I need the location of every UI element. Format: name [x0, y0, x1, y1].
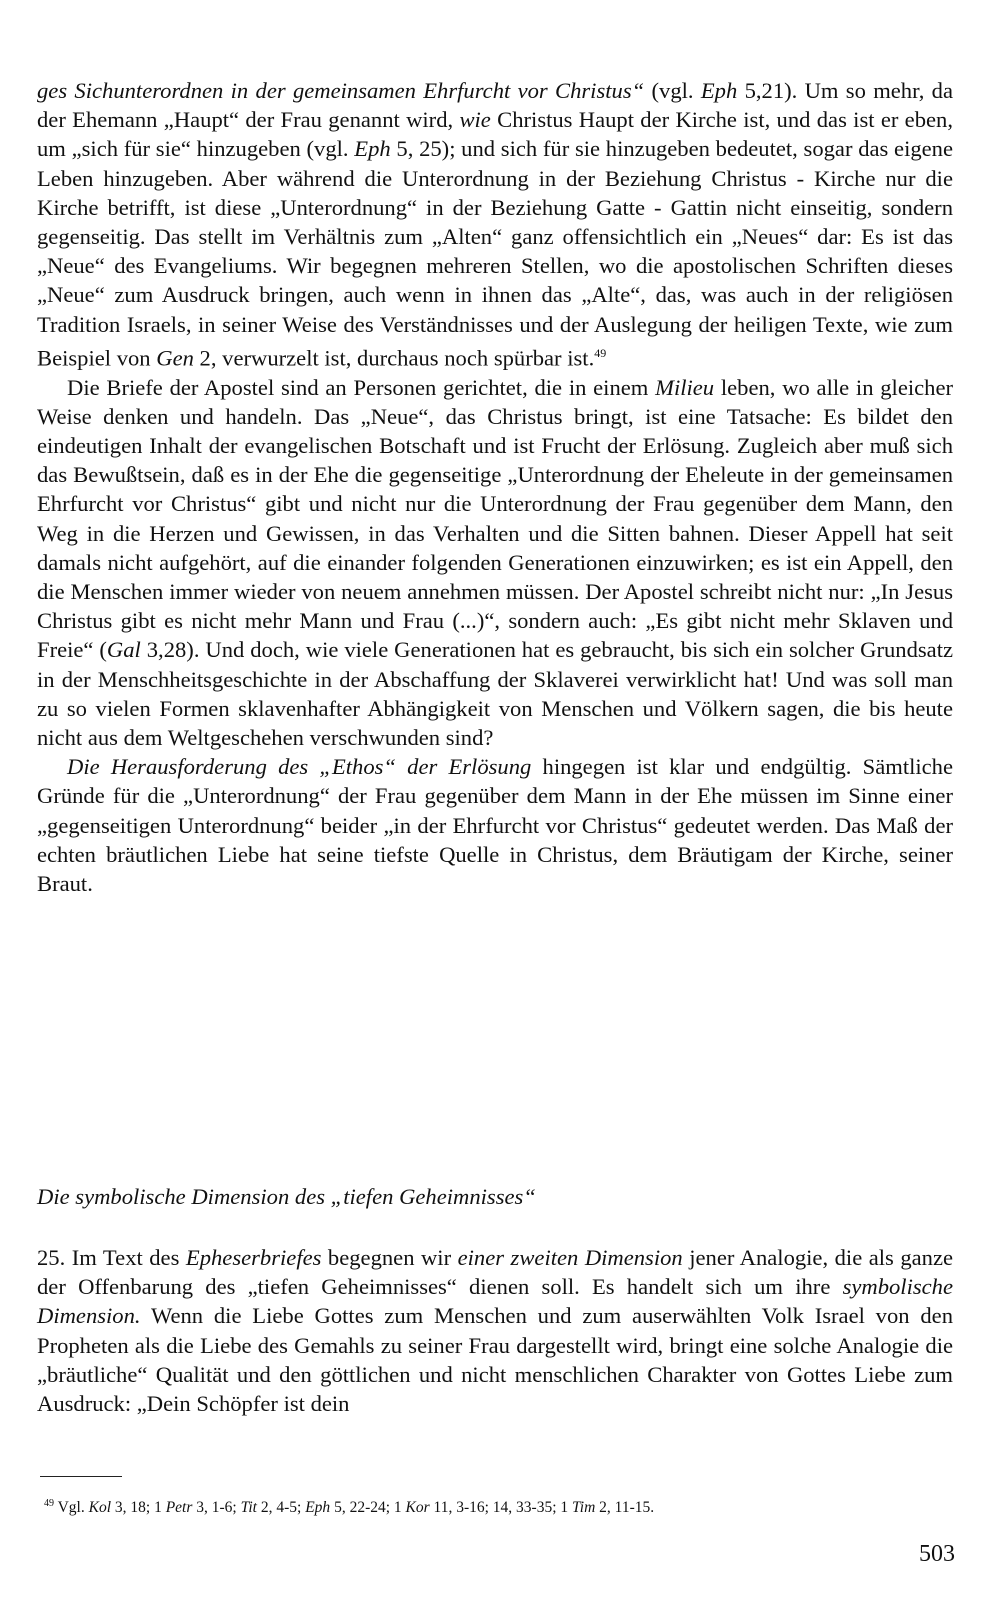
text-italic: Kol: [88, 1499, 112, 1517]
text-run: hingegen ist klar und endgültig. Sämtliche Gründe für die „Unterordnung“ der Frau gegenüber dem Mann in der Ehe müssen im Sinne einer „gegenseitigen Unterordnung“ beider „in der Ehrfurcht vor Christus“ gedeutet werden. Das Maß der echten bräutlichen Liebe hat seine tiefste Quelle in Christus, dem Bräutigam der Kirche, seiner Braut.: [37, 754, 954, 897]
text-run: Wenn die Liebe Gottes zum Menschen und zum auserwählten Volk Israel von den Propheten als die Liebe des Gemahls zu seiner Frau dargestellt wird, bringt eine solche Analogie die „bräutliche“ Qualität und den göttlichen und nicht menschlichen Charakter von Gottes Liebe zum Ausdruck: „Dein Schöpfer ist dein: [37, 1303, 953, 1417]
text-italic: einer zweiten Dimension: [457, 1245, 683, 1270]
text-italic: Gal: [106, 637, 141, 663]
text-run: 3,28). Und doch, wie viele Generationen hat es gebraucht, bis sich ein solcher Grundsatz in der Menschheitsgeschichte in der Abschaffung der Sklaverei verwirklicht hat! Und was soll man zu so vielen Formen sklavenhafter Abhängigkeit von Menschen und Völkern sagen, die bis heute nicht aus dem Weltgeschehen verschwunden sind?: [37, 637, 953, 750]
page-number: 503: [919, 1541, 955, 1567]
body-text: [37, 76, 953, 898]
text-run: jener Analogie, die als ganze der Offenbarung des „tiefen Geheimnisses“ dienen soll. Es handelt sich um ihre: [37, 1245, 953, 1300]
text-run: 2, 11-15.: [595, 1499, 655, 1517]
text-italic: Epheserbriefes: [185, 1245, 322, 1270]
text-italic: Die Herausforderung des „Ethos“ der Erlösung: [67, 754, 532, 780]
paragraph-continued: [37, 76, 953, 373]
text-italic: Tit: [240, 1499, 257, 1517]
text-run: 5, 25); und sich für sie hinzugeben bedeutet, sogar das eigene Leben hinzugeben. Aber während die Unterordnung in der Beziehung Christus - Kirche nur die Kirche betrifft, ist diese „Unterordnung“ in der Beziehung Gatte - Gattin nicht einseitig, sondern gegenseitig. Das stellt im Verhältnis zum „Alten“ ganz offensichtlich ein „Neues“ dar: Es ist das „Neue“ des Evangeliums. Wir begegnen mehreren Stellen, wo die apostolischen Schriften dieses „Neue“ zum Ausdruck bringen, auch wenn in ihnen das „Alte“, das, was auch in der religiösen Tradition Israels, in seiner Weise des Verständnisses und der Auslegung der heiligen Texte, wie zum Beispiel von: [37, 136, 954, 371]
footnote-mark: 49: [44, 1498, 54, 1509]
text-run: 11, 3-16; 14, 33-35; 1: [429, 1499, 573, 1517]
text-run: leben, wo alle in gleicher Weise denken und handeln. Das „Neue“, das Christus bringt, ist eine Tatsache: Es bildet den eindeutigen Inhalt der evangelischen Botschaft und ist Frucht der Erlösung. Zugleich aber muß sich das Bewußtsein, daß es in der Ehe die gegenseitige „Unterordnung der Eheleute in der gemeinsamen Ehrfurcht vor Christus“ gibt und nicht nur die Unterordnung der Frau gegenüber dem Mann, den Weg in die Herzen und Gewissen, in das Verhalten und die Sitten bahnen. Dieser Appell hat seit damals nicht aufgehört, auf die einander folgenden Generationen einzuwirken; es ist ein Appell, den die Menschen immer wieder von neuem annehmen müssen. Der Apostel schreibt nicht nur: „In Jesus Christus gibt es nicht mehr Mann und Frau (...)“, sondern auch: „Es gibt nicht mehr Sklaven und Freie“ (: [37, 374, 954, 663]
footnote: [44, 1494, 944, 1518]
paragraph: [37, 1243, 953, 1418]
section-text: [37, 1243, 953, 1418]
text-italic: Kor: [405, 1499, 430, 1517]
text-run: Christus Haupt der Kirche ist, und das ist er eben, um „sich für sie“ hinzugeben (vgl.: [37, 107, 953, 162]
text-italic: wie: [459, 107, 491, 133]
text-italic: Gen: [156, 345, 194, 371]
text-italic: ges Sichunterordnen in der gemeinsamen Ehrfurcht vor Christus“: [37, 78, 645, 103]
text-run: (vgl.: [644, 78, 701, 103]
footnote-divider: [40, 1476, 122, 1477]
text-run: 2, 4-5;: [257, 1499, 306, 1517]
text-run: Vgl.: [54, 1499, 89, 1517]
text-italic: Eph: [700, 78, 738, 103]
text-run: 3, 18; 1: [111, 1499, 166, 1517]
text-run: Die Briefe der Apostel sind an Personen gerichtet, die in einem: [67, 374, 656, 400]
text-run: 25. Im Text des: [37, 1245, 186, 1270]
text-run: 5,21). Um so mehr, da der Ehemann „Haupt“ der Frau genannt wird,: [37, 78, 954, 133]
text-italic: Tim: [572, 1499, 596, 1517]
text-italic: Eph: [354, 136, 391, 162]
text-run: 5, 22-24; 1: [330, 1499, 406, 1517]
text-italic: symbolische Dimension.: [37, 1274, 953, 1329]
footnote-reference: 49: [594, 345, 607, 360]
paragraph: [37, 752, 953, 898]
text-run: 3, 1-6;: [192, 1499, 241, 1517]
text-italic: Petr: [165, 1499, 193, 1517]
text-run: 2, verwurzelt ist, durchaus noch spürbar ist.: [193, 345, 595, 371]
section-heading: Die symbolische Dimension des „tiefen Geheimnisses“: [37, 1184, 536, 1209]
paragraph: [37, 373, 953, 753]
text-run: begegnen wir: [321, 1245, 458, 1270]
text-italic: Eph: [305, 1499, 331, 1517]
text-italic: Milieu: [655, 374, 715, 400]
